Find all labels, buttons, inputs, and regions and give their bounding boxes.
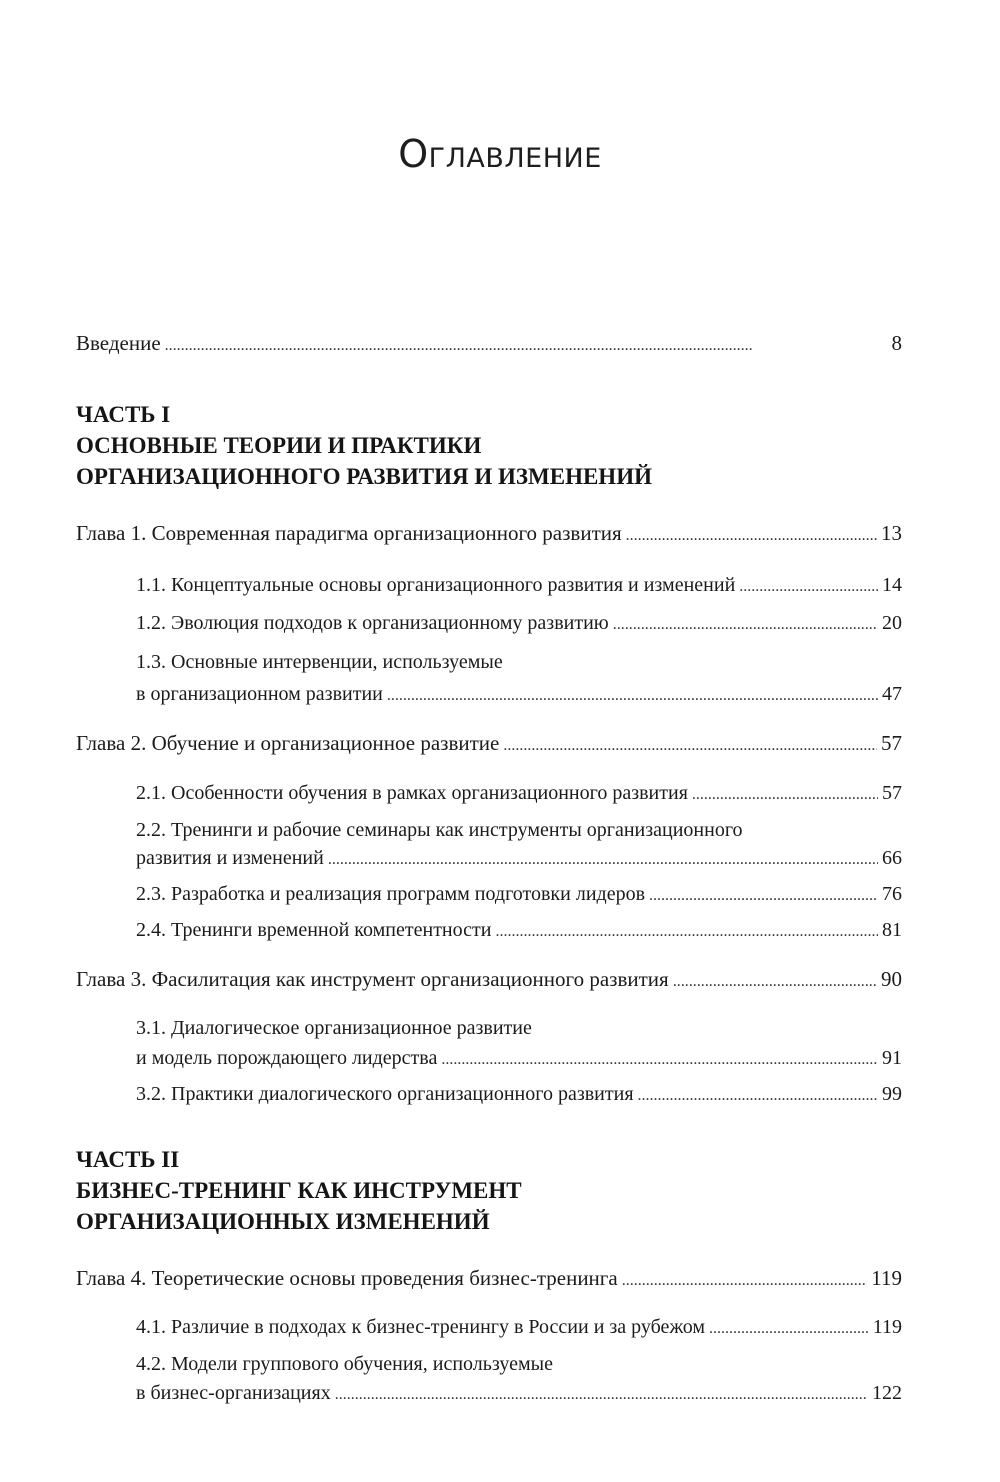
toc-entry-first-line: 4.2. Модели группового обучения, используемые <box>136 1353 553 1375</box>
toc-entry-section-1-2[interactable] <box>136 608 902 638</box>
toc-page-number: 81 <box>882 919 902 941</box>
dot-leader <box>709 1312 869 1344</box>
dot-leader <box>739 570 878 602</box>
toc-page-number: 90 <box>881 967 902 991</box>
toc-page-number: 57 <box>882 782 902 804</box>
toc-entry-section-2-2[interactable] <box>136 843 902 873</box>
toc-entry-label: 1.2. Эволюция подходов к организационному развитию <box>136 612 609 634</box>
toc-entry-label: в организационном развитии <box>136 683 383 705</box>
toc-page-number: 122 <box>872 1382 902 1404</box>
toc-page-number: 47 <box>882 683 902 705</box>
toc-entry-introduction[interactable] <box>76 328 902 358</box>
dot-leader <box>622 1263 868 1296</box>
toc-page-number: 91 <box>882 1047 902 1069</box>
toc-page-number: 119 <box>872 1316 902 1338</box>
dot-leader <box>495 915 878 947</box>
toc-entry-label: 2.4. Тренинги временной компетентности <box>136 919 492 941</box>
toc-entry-label: Глава 3. Фасилитация как инструмент организационного развития <box>76 967 669 991</box>
dot-leader <box>649 879 878 911</box>
dot-leader <box>638 1079 878 1111</box>
dot-leader <box>165 328 888 361</box>
toc-entry-first-line: 3.1. Диалогическое организационное развитие <box>136 1017 532 1039</box>
toc-entry-first-line: 1.3. Основные интервенции, используемые <box>136 651 503 673</box>
toc-entry-chapter-3[interactable] <box>76 964 902 994</box>
toc-entry-first-line: 2.2. Тренинги и рабочие семинары как инструменты организационного <box>136 819 743 841</box>
dot-leader <box>613 608 878 640</box>
toc-entry-section-2-1[interactable] <box>136 778 902 808</box>
toc-page-number: 99 <box>882 1083 902 1105</box>
dot-leader <box>441 1043 878 1075</box>
toc-entry-label: в бизнес-организациях <box>136 1382 331 1404</box>
dot-leader <box>387 679 878 711</box>
toc-page-number: 66 <box>882 847 902 869</box>
toc-entry-section-3-1[interactable] <box>136 1043 902 1073</box>
toc-entry-section-4-1[interactable] <box>136 1312 902 1342</box>
toc-entry-label: Глава 1. Современная парадигма организационного развития <box>76 521 622 545</box>
toc-entry-label: Глава 4. Теоретические основы проведения бизнес-тренинга <box>76 1266 618 1290</box>
part-1-title-line: ОСНОВНЫЕ ТЕОРИИ И ПРАКТИКИ <box>76 433 482 458</box>
part-1-heading: ЧАСТЬ I <box>76 402 171 427</box>
toc-entry-label: и модель порождающего лидерства <box>136 1047 438 1069</box>
dot-leader <box>673 964 877 997</box>
toc-page-number: 76 <box>882 883 902 905</box>
toc-entry-label: Глава 2. Обучение и организационное развитие <box>76 731 500 755</box>
toc-entry-section-2-4[interactable] <box>136 915 902 945</box>
toc-entry-section-1-3[interactable] <box>136 679 902 709</box>
toc-entry-label: развития и изменений <box>136 847 324 869</box>
toc-page-number: 57 <box>881 731 902 755</box>
part-2-title-line: БИЗНЕС-ТРЕНИНГ КАК ИНСТРУМЕНТ <box>76 1178 522 1203</box>
toc-entry-section-2-3[interactable] <box>136 879 902 909</box>
toc-entry-label: 4.1. Различие в подходах к бизнес-тренингу в России и за рубежом <box>136 1316 706 1338</box>
toc-entry-section-1-1[interactable] <box>136 570 902 600</box>
toc-page-number: 119 <box>871 1266 902 1290</box>
toc-entry-label: Введение <box>76 331 161 355</box>
toc-page-number: 14 <box>882 574 902 596</box>
toc-page-number: 8 <box>891 331 902 355</box>
dot-leader <box>335 1378 868 1410</box>
dot-leader <box>328 843 878 875</box>
dot-leader <box>626 518 877 551</box>
dot-leader <box>692 778 878 810</box>
page-title: Оглавление <box>398 132 602 176</box>
toc-entry-label: 1.1. Концептуальные основы организационного развития и изменений <box>136 574 736 596</box>
part-2-heading: ЧАСТЬ II <box>76 1147 180 1172</box>
toc-entry-section-3-2[interactable] <box>136 1079 902 1109</box>
toc-entry-chapter-2[interactable] <box>76 728 902 758</box>
toc-page-number: 20 <box>882 612 902 634</box>
toc-entry-label: 2.1. Особенности обучения в рамках организационного развития <box>136 782 688 804</box>
part-2-title-line: ОРГАНИЗАЦИОННЫХ ИЗМЕНЕНИЙ <box>76 1209 490 1234</box>
dot-leader <box>503 728 877 761</box>
toc-entry-section-4-2[interactable] <box>136 1378 902 1408</box>
part-1-title-line: ОРГАНИЗАЦИОННОГО РАЗВИТИЯ И ИЗМЕНЕНИЙ <box>76 464 652 489</box>
toc-entry-chapter-4[interactable] <box>76 1263 902 1293</box>
toc-page-number: 13 <box>881 521 902 545</box>
toc-entry-chapter-1[interactable] <box>76 518 902 548</box>
toc-entry-label: 2.3. Разработка и реализация программ подготовки лидеров <box>136 883 646 905</box>
toc-entry-label: 3.2. Практики диалогического организационного развития <box>136 1083 634 1105</box>
